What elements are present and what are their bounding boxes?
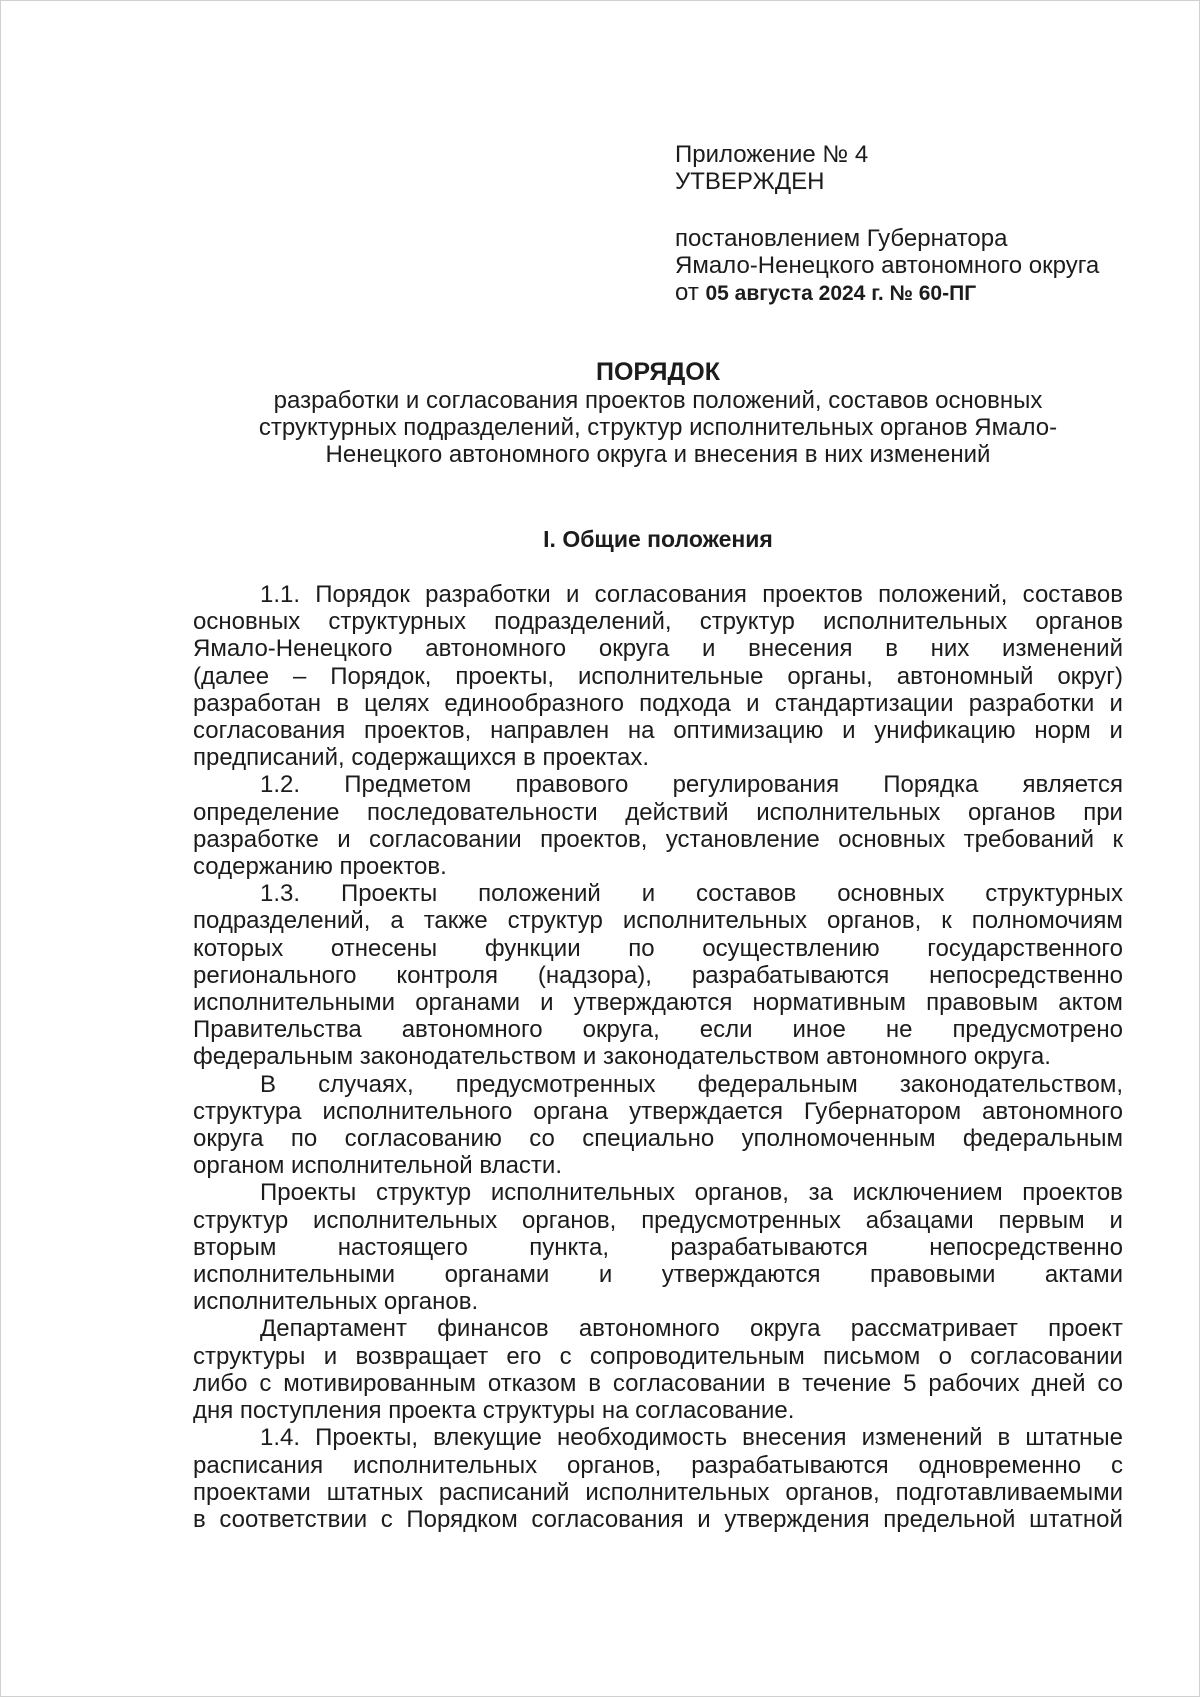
- paragraph-line: федеральным законодательством и законодательством автономного округа.: [193, 1043, 1051, 1071]
- paragraph-line: органом исполнительной власти.: [193, 1152, 562, 1180]
- paragraph-line: Правительства автономного округа, если иное не предусмотрено: [193, 1016, 1123, 1044]
- paragraph-line: подразделений, а также структур исполнительных органов, к полномочиям: [193, 907, 1123, 935]
- paragraph-line: (далее – Порядок, проекты, исполнительные органы, автономный округ): [193, 662, 1123, 690]
- date-number: 05 августа 2024 г. № 60-ПГ: [705, 282, 977, 305]
- paragraph-line: регионального контроля (надзора), разрабатываются непосредственно: [193, 961, 1123, 989]
- paragraph-line: разработан в целях единообразного подхода и стандартизации разработки и: [193, 689, 1123, 717]
- paragraph: [193, 1315, 1123, 1424]
- paragraph-line: структуры и возвращает его с сопроводительным письмом о согласовании: [193, 1342, 1123, 1370]
- paragraph: [193, 771, 1123, 880]
- title-main: ПОРЯДОК: [596, 358, 720, 386]
- paragraph-line: 1.1. Порядок разработки и согласования проектов положений, составов: [260, 581, 1123, 608]
- resolution-region: Ямало-Ненецкого автономного округа: [675, 252, 1100, 279]
- paragraph-line: вторым настоящего пункта, разрабатываются непосредственно: [193, 1233, 1123, 1261]
- approved-label: УТВЕРЖДЕН: [675, 168, 825, 195]
- paragraph: [193, 581, 1123, 771]
- paragraph-line: Ямало-Ненецкого автономного округа и внесения в них изменений: [193, 635, 1123, 663]
- paragraph-line: содержанию проектов.: [193, 853, 447, 881]
- title-sub-line: структурных подразделений, структур исполнительных органов Ямало-: [258, 414, 1058, 441]
- appendix-number: Приложение № 4: [675, 141, 869, 168]
- paragraph-line: исполнительными органами и утверждаются нормативным правовым актом: [193, 989, 1123, 1017]
- paragraph-line: предписаний, содержащихся в проектах.: [193, 744, 650, 772]
- title-sub-line: разработки и согласования проектов положений, составов основных: [273, 387, 1043, 414]
- paragraph: [193, 1424, 1123, 1533]
- paragraph-line: согласования проектов, направлен на оптимизацию и унификацию норм и: [193, 717, 1123, 745]
- document-body: [193, 581, 1123, 1533]
- resolution-by: постановлением Губернатора: [675, 225, 1008, 252]
- paragraph-line: 1.2. Предметом правового регулирования Порядка является: [260, 771, 1123, 799]
- paragraph-line: округа по согласованию со специально уполномоченным федеральным: [193, 1125, 1123, 1153]
- paragraph-line: которых отнесены функции по осуществлению государственного: [193, 934, 1123, 962]
- paragraph-line: 1.4. Проекты, влекущие необходимость внесения изменений в штатные: [260, 1424, 1123, 1452]
- date-prefix: от: [675, 279, 706, 306]
- paragraph-line: разработке и согласовании проектов, установление основных требований к: [193, 825, 1123, 853]
- section-heading: I. Общие положения: [543, 526, 773, 552]
- paragraph-line: основных структурных подразделений, структур исполнительных органов: [193, 608, 1123, 636]
- paragraph-line: либо с мотивированным отказом в согласовании в течение 5 рабочих дней со: [193, 1369, 1123, 1397]
- title-sub-line: Ненецкого автономного округа и внесения в них изменений: [325, 441, 991, 468]
- paragraph-line: дня поступления проекта структуры на согласование.: [193, 1397, 795, 1425]
- paragraph-line: структур исполнительных органов, предусмотренных абзацами первым и: [193, 1206, 1123, 1234]
- paragraph-line: структура исполнительного органа утверждается Губернатором автономного: [193, 1097, 1123, 1125]
- paragraph-line: расписания исполнительных органов, разрабатываются одновременно с: [193, 1451, 1123, 1479]
- paragraph-line: исполнительными органами и утверждаются правовыми актами: [193, 1261, 1123, 1289]
- document-title: [193, 359, 1123, 468]
- approval-stamp-block: [675, 141, 1135, 307]
- paragraph: [193, 880, 1123, 1070]
- paragraph: [193, 1179, 1123, 1315]
- paragraph-line: определение последовательности действий исполнительных органов при: [193, 798, 1123, 826]
- paragraph-line: Проекты структур исполнительных органов, за исключением проектов: [260, 1179, 1123, 1207]
- paragraph-line: Департамент финансов автономного округа рассматривает проект: [260, 1315, 1123, 1343]
- paragraph-line: В случаях, предусмотренных федеральным законодательством,: [260, 1070, 1123, 1098]
- paragraph-line: в соответствии с Порядком согласования и утверждения предельной штатной: [193, 1505, 1123, 1533]
- paragraph-line: 1.3. Проекты положений и составов основных структурных: [260, 880, 1123, 908]
- paragraph: [193, 1071, 1123, 1180]
- paragraph-line: исполнительных органов.: [193, 1288, 479, 1316]
- resolution-date: [675, 279, 1135, 307]
- paragraph-line: проектами штатных расписаний исполнительных органов, подготавливаемыми: [193, 1478, 1123, 1506]
